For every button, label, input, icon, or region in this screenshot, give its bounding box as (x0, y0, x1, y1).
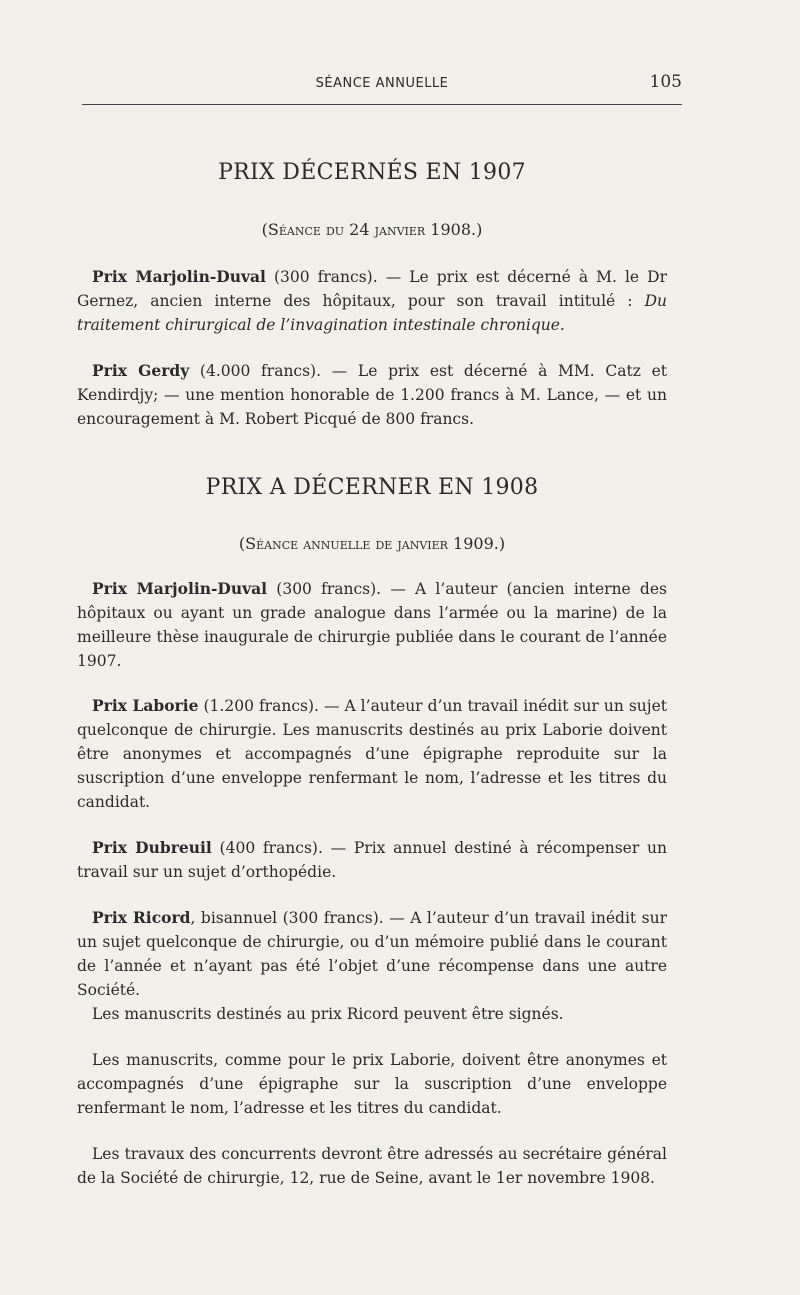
paragraph-text: (1.200 francs). — A l’auteur d’un travail inédit sur un sujet quelconque de chirurgie. Les manuscrits destinés au prix Laborie doivent être anonymes et accompagnés d’une épigraphe reproduite sur la suscription d’une enveloppe renfermant le nom, l’adresse et les titres du candidat. (77, 697, 667, 811)
paragraph-marjolin-duval-1907 (77, 265, 667, 337)
prize-name: Prix Ricord (92, 908, 191, 927)
paragraph-text: (4.000 francs). — Le prix est décerné à MM. Catz et Kendirdjy; — une mention honorable de 1.200 francs à M. Lance, — et un encouragement à M. Robert Picqué de 800 francs. (77, 362, 667, 428)
paragraph-ricord (77, 906, 667, 1002)
paragraph-text: (300 francs). — Le prix est décerné à M. le Dr Gernez, ancien interne des hôpitaux, pour son travail intitulé : (77, 268, 667, 310)
paragraph-dubreuil (77, 836, 667, 884)
prize-name: Prix Laborie (92, 696, 199, 715)
section-subtitle-1907: (Séance du 24 janvier 1908.) (261, 220, 483, 239)
section-title-1908: PRIX A DÉCERNER EN 1908 (205, 475, 539, 500)
header-rule (82, 104, 682, 105)
paragraph-text: , bisannuel (300 francs). — A l’auteur d’un travail inédit sur un sujet quelconque de chirurgie, ou d’un mémoire publié dans le courant de l’année et n’ayant pas été l’objet d’une récompense dans une autre Société. (77, 909, 667, 999)
paragraph-deadline: Les travaux des concurrents devront être adressés au secrétaire général de la Société de chirurgie, 12, rue de Seine, avant le 1er novembre 1908. (77, 1145, 667, 1187)
section-subtitle-1908: (Séance annuelle de janvier 1909.) (238, 534, 506, 553)
paragraph-marjolin-duval-1908 (77, 577, 667, 673)
running-title: SÉANCE ANNUELLE (315, 76, 449, 91)
page-number: 105 (649, 72, 682, 92)
paragraph-text: (400 francs). — Prix annuel destiné à récompenser un travail sur un sujet d’orthopédie. (77, 839, 667, 881)
prize-name: Prix Gerdy (92, 361, 190, 380)
running-head (82, 72, 682, 96)
paragraph-text: (300 francs). — A l’auteur (ancien interne des hôpitaux ou ayant un grade analogue dans l’armée ou la marine) de la meilleure thèse inaugurale de chirurgie publiée dans le courant de l’année 1907. (77, 580, 667, 670)
paragraph-ricord-note: Les manuscrits destinés au prix Ricord peuvent être signés. (92, 1005, 564, 1023)
prize-name: Prix Marjolin-Duval (92, 579, 268, 598)
paragraph-gerdy-1907 (77, 359, 667, 431)
prize-name: Prix Marjolin-Duval (92, 267, 266, 286)
paragraph-manuscripts-note: Les manuscrits, comme pour le prix Laborie, doivent être anonymes et accompagnés d’une épigraphe sur la suscription d’une enveloppe renfermant le nom, l’adresse et les titres du candidat. (77, 1051, 667, 1117)
page-content (77, 160, 667, 1190)
prize-name: Prix Dubreuil (92, 838, 212, 857)
thesis-title: Du traitement chirurgical de l’invagination intestinale chronique. (77, 292, 667, 334)
paragraph-laborie (77, 694, 667, 814)
section-title-1907: PRIX DÉCERNÉS EN 1907 (218, 160, 526, 185)
